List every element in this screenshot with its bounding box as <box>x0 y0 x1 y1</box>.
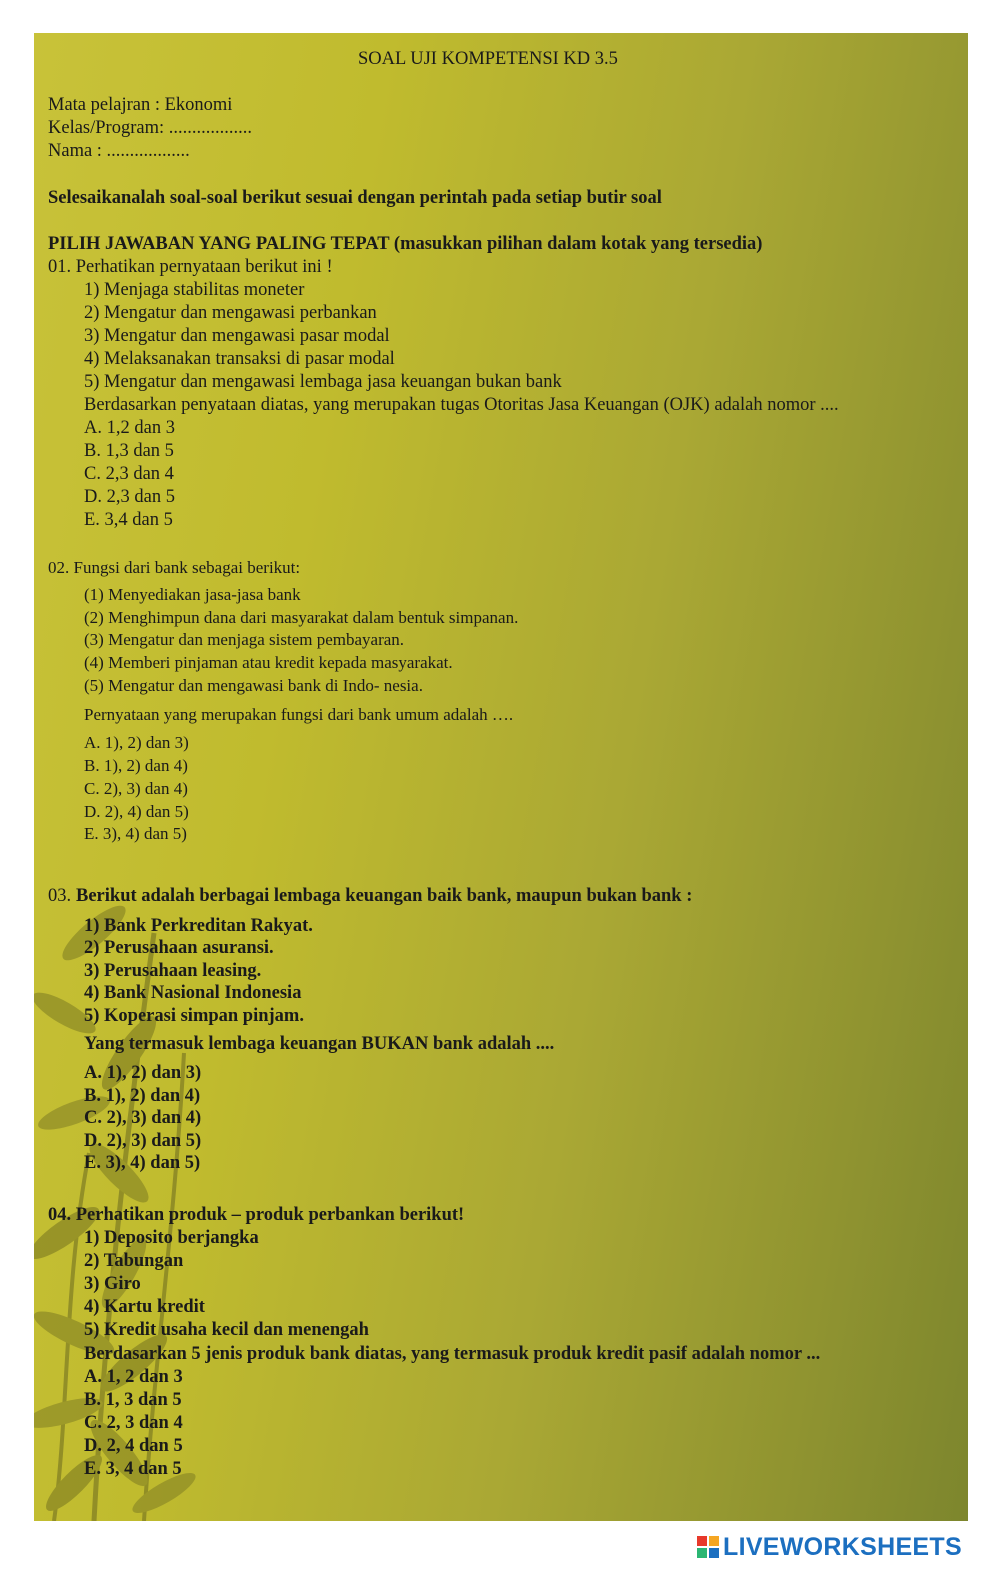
list-item: 1) Bank Perkreditan Rakyat. <box>84 916 313 936</box>
list-item: 4) Melaksanakan transaksi di pasar modal <box>84 349 395 369</box>
question-04-prompt: Berdasarkan 5 jenis produk bank diatas, yang termasuk produk kredit pasif adalah nomor ... <box>84 1344 821 1364</box>
answer-option: C. 2, 3 dan 4 <box>84 1413 183 1433</box>
instruction: Selesaikanalah soal-soal berikut sesuai dengan perintah pada setiap butir soal <box>48 188 662 208</box>
answer-option: B. 1), 2) dan 4) <box>84 756 188 775</box>
worksheet-page <box>34 33 968 1521</box>
list-item: 4) Kartu kredit <box>84 1297 205 1317</box>
question-02-stem: 02. Fungsi dari bank sebagai berikut: <box>48 558 301 577</box>
answer-option: D. 2,3 dan 5 <box>84 487 175 507</box>
answer-option: E. 3, 4 dan 5 <box>84 1459 182 1479</box>
answer-option: A. 1), 2) dan 3) <box>84 1063 202 1083</box>
list-item: 5) Koperasi simpan pinjam. <box>84 1006 304 1026</box>
list-item: 4) Bank Nasional Indonesia <box>84 983 302 1003</box>
answer-option: D. 2, 4 dan 5 <box>84 1436 183 1456</box>
answer-option: B. 1,3 dan 5 <box>84 441 174 461</box>
answer-option: C. 2), 3) dan 4) <box>84 779 188 798</box>
answer-option: B. 1), 2) dan 4) <box>84 1086 201 1106</box>
list-item: 2) Mengatur dan mengawasi perbankan <box>84 303 377 323</box>
class-line: Kelas/Program: .................. <box>48 118 252 138</box>
question-01-prompt: Berdasarkan penyataan diatas, yang merupakan tugas Otoritas Jasa Keuangan (OJK) adalah nomor .... <box>84 395 839 415</box>
answer-option: E. 3), 4) dan 5) <box>84 1153 201 1173</box>
answer-option: D. 2), 3) dan 5) <box>84 1131 202 1151</box>
question-02-prompt: Pernyataan yang merupakan fungsi dari bank umum adalah …. <box>84 705 514 724</box>
answer-option: D. 2), 4) dan 5) <box>84 802 189 821</box>
logo-square-icon <box>709 1536 719 1546</box>
list-item: 5) Kredit usaha kecil dan menengah <box>84 1320 369 1340</box>
answer-option: A. 1, 2 dan 3 <box>84 1367 183 1387</box>
question-03-prompt: Yang termasuk lembaga keuangan BUKAN bank adalah .... <box>84 1034 555 1054</box>
list-item: 5) Mengatur dan mengawasi lembaga jasa keuangan bukan bank <box>84 372 562 392</box>
question-03-number: 03. <box>48 886 72 906</box>
list-item: (5) Mengatur dan mengawasi bank di Indo- nesia. <box>84 676 423 695</box>
list-item: 3) Mengatur dan mengawasi pasar modal <box>84 326 390 346</box>
logo-square-icon <box>697 1548 707 1558</box>
list-item: 3) Giro <box>84 1274 141 1294</box>
answer-option: E. 3), 4) dan 5) <box>84 824 187 843</box>
list-item: (1) Menyediakan jasa-jasa bank <box>84 585 301 604</box>
liveworksheets-logo[interactable] <box>697 1532 962 1562</box>
question-03-stem: Berikut adalah berbagai lembaga keuangan baik bank, maupun bukan bank : <box>76 886 693 906</box>
list-item: (2) Menghimpun dana dari masyarakat dalam bentuk simpanan. <box>84 608 519 627</box>
name-line: Nama : .................. <box>48 141 190 161</box>
subject-line: Mata pelajran : Ekonomi <box>48 95 233 115</box>
list-item: (3) Mengatur dan menjaga sistem pembayaran. <box>84 630 405 649</box>
brand-name: LIVEWORKSHEETS <box>723 1532 962 1561</box>
logo-grid-icon <box>697 1536 719 1558</box>
answer-option: C. 2,3 dan 4 <box>84 464 174 484</box>
answer-option: A. 1), 2) dan 3) <box>84 733 189 752</box>
logo-square-icon <box>709 1548 719 1558</box>
answer-option: B. 1, 3 dan 5 <box>84 1390 182 1410</box>
list-item: (4) Memberi pinjaman atau kredit kepada masyarakat. <box>84 653 453 672</box>
list-item: 2) Perusahaan asuransi. <box>84 938 274 958</box>
logo-square-icon <box>697 1536 707 1546</box>
list-item: 3) Perusahaan leasing. <box>84 961 262 981</box>
page-title: SOAL UJI KOMPETENSI KD 3.5 <box>358 49 618 69</box>
answer-option: C. 2), 3) dan 4) <box>84 1108 202 1128</box>
section-title: PILIH JAWABAN YANG PALING TEPAT (masukkan pilihan dalam kotak yang tersedia) <box>48 234 763 254</box>
list-item: 1) Deposito berjangka <box>84 1228 259 1248</box>
list-item: 1) Menjaga stabilitas moneter <box>84 280 305 300</box>
answer-option: E. 3,4 dan 5 <box>84 510 173 530</box>
list-item: 2) Tabungan <box>84 1251 184 1271</box>
answer-option: A. 1,2 dan 3 <box>84 418 175 438</box>
question-01-stem: 01. Perhatikan pernyataan berikut ini ! <box>48 257 333 277</box>
question-04-stem: 04. Perhatikan produk – produk perbankan berikut! <box>48 1205 465 1225</box>
